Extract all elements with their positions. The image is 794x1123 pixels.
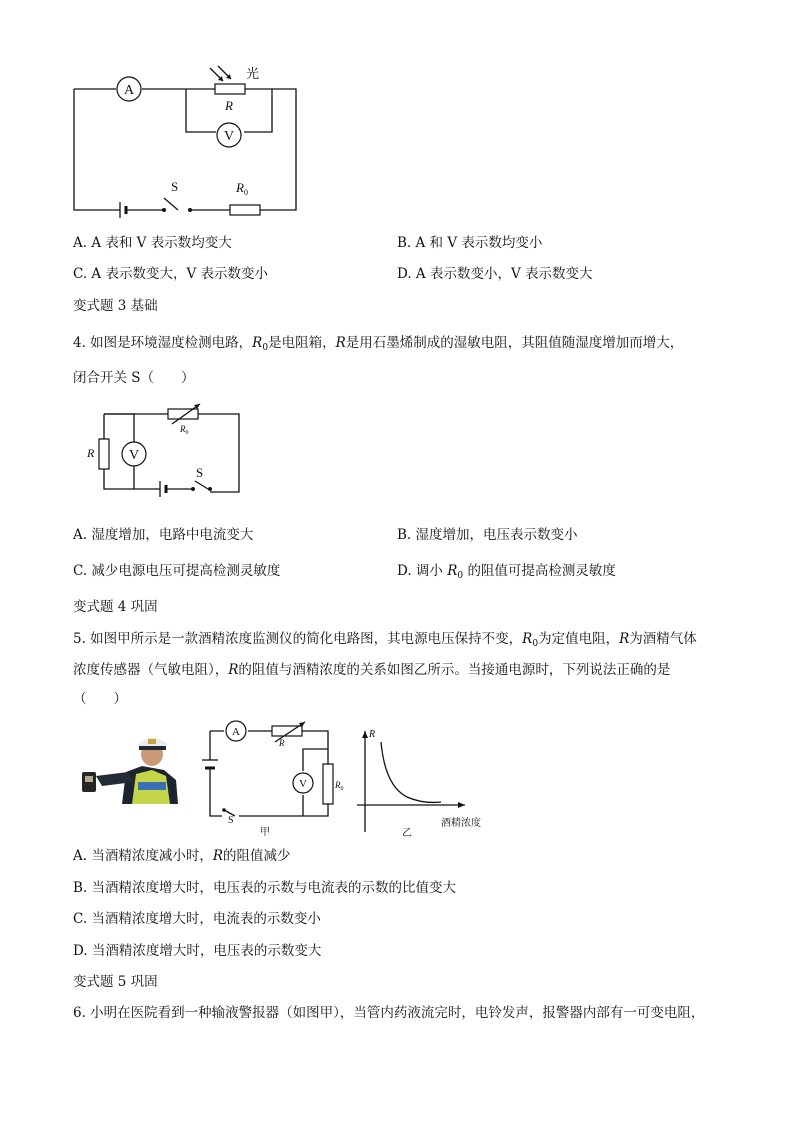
q4-option-d-part-a: D. 调小 [397,563,443,579]
q4-circuit-diagram [82,402,252,502]
q4-option-d [397,562,616,585]
q4-stem-part-b: 是电阻箱， [268,335,336,351]
graph-curve [381,742,441,802]
q4-r0-subscript: 0 [262,343,269,353]
q4-stem-line-1 [73,334,683,357]
q4-stem-part-a: 4. 如图是环境湿度检测电路， [73,335,253,351]
q4-stem-line-2: 闭合开关 S（ ） [73,370,195,386]
q4-voltmeter-label: V [128,448,140,463]
q5-circuit-diagram [195,718,355,838]
q5-line2-r-symbol: R [228,662,239,678]
q5-option-b: B. 当酒精浓度增大时，电压表的示数与电流表的示数的比值变大 [73,880,457,896]
police-officer-illustration [80,732,180,804]
q5-stem-part-a: 5. 如图甲所示是一款酒精浓度监测仪的简化电路图，其电源电压保持不变， [73,631,523,647]
q3-r0-label: $R_0$ [236,180,248,197]
q5-stem-line2-part-b: 的阻值与酒精浓度的关系如图乙所示。当接通电源时，下列说法正确的是 [238,662,671,678]
q5-r-symbol: R [619,631,630,647]
q4-r-label: R [87,446,95,460]
q4-r0-label: $R_0$ [180,424,189,436]
q4-option-d-sub: 0 [457,571,464,581]
q3-resistor-label: R [225,98,233,113]
variant-heading-5: 变式题 5 巩固 [73,974,158,990]
q5-switch-label: S [228,815,234,826]
q3-ammeter-label: A [123,83,135,98]
q4-r0-symbol: R [252,335,263,351]
q5-figure-yi-caption: 乙 [402,828,412,839]
q5-r0-symbol: R [522,631,533,647]
q5-stem-line2-part-a: 浓度传感器（气敏电阻）， [73,662,229,678]
q5-voltmeter-label: V [299,778,307,790]
q4-switch-label: S [196,465,204,480]
q5-option-c: C. 当酒精浓度增大时，电流表的示数变小 [73,911,321,927]
q3-option-b: B. A 和 V 表示数均变小 [397,235,543,251]
q4-option-b: B. 湿度增加，电压表示数变小 [397,527,578,543]
q5-option-a-part-b: 的阻值减少 [223,848,291,864]
graph-y-axis-label: R [369,729,376,740]
q5-stem-line-3: （ ） [73,691,127,707]
q4-option-d-part-b: 的阻值可提高检测灵敏度 [467,563,616,579]
q5-option-a-part-a: A. 当酒精浓度减小时， [73,848,213,864]
graph-axes [357,731,465,832]
q4-r-symbol: R [335,335,346,351]
q6-stem-line-1: 6. 小明在医院看到一种输液警报器（如图甲），当管内药液流完时，电铃发声，报警器内部有一可变电阻， [73,1005,705,1021]
q3-r0-resistor [230,205,260,215]
q5-ammeter-label: A [232,726,240,738]
q3-voltmeter-label: V [223,129,235,144]
q5-stem-line-2 [73,661,670,679]
q4-option-c: C. 减少电源电压可提高检测灵敏度 [73,563,281,579]
variant-heading-4: 变式题 4 巩固 [73,599,158,615]
q4-option-d-r: R [447,563,458,579]
q3-photoresistor [215,84,245,94]
q5-resistance-concentration-graph [355,726,490,838]
q4-option-a: A. 湿度增加，电路中电流变大 [73,527,254,543]
q5-stem-part-c: 为酒精气体 [629,631,697,647]
q5-figure-jia-caption: 甲 [260,827,270,838]
q5-r0-resistor [323,764,333,804]
q3-circuit-diagram [60,60,310,220]
q5-option-a-r: R [212,848,224,864]
q5-r0-subscript: 0 [532,639,539,649]
graph-x-axis-label: 酒精浓度 [441,818,481,829]
q4-resistance-box [168,409,198,419]
q3-option-d: D. A 表示数变小，V 表示数变大 [397,266,593,282]
q5-option-a [73,847,291,865]
q5-stem-line-1 [73,630,697,653]
q3-option-a: A. A 表和 V 表示数均变大 [73,235,232,251]
q5-r-label: R [279,738,285,748]
q5-stem-part-b: 为定值电阻， [538,631,620,647]
q3-option-c: C. A 表示数变大，V 表示数变小 [73,266,269,282]
variant-heading-3: 变式题 3 基础 [73,298,158,314]
q4-humidity-resistor [99,439,109,469]
q5-r0-label: $R_0$ [335,780,344,792]
q3-switch-label: S [171,179,179,194]
q4-stem-part-c: 是用石墨烯制成的湿敏电阻，其阻值随湿度增加而增大， [345,335,684,351]
q3-light-label: 光 [246,66,260,81]
q5-option-d: D. 当酒精浓度增大时，电压表的示数变大 [73,943,322,959]
